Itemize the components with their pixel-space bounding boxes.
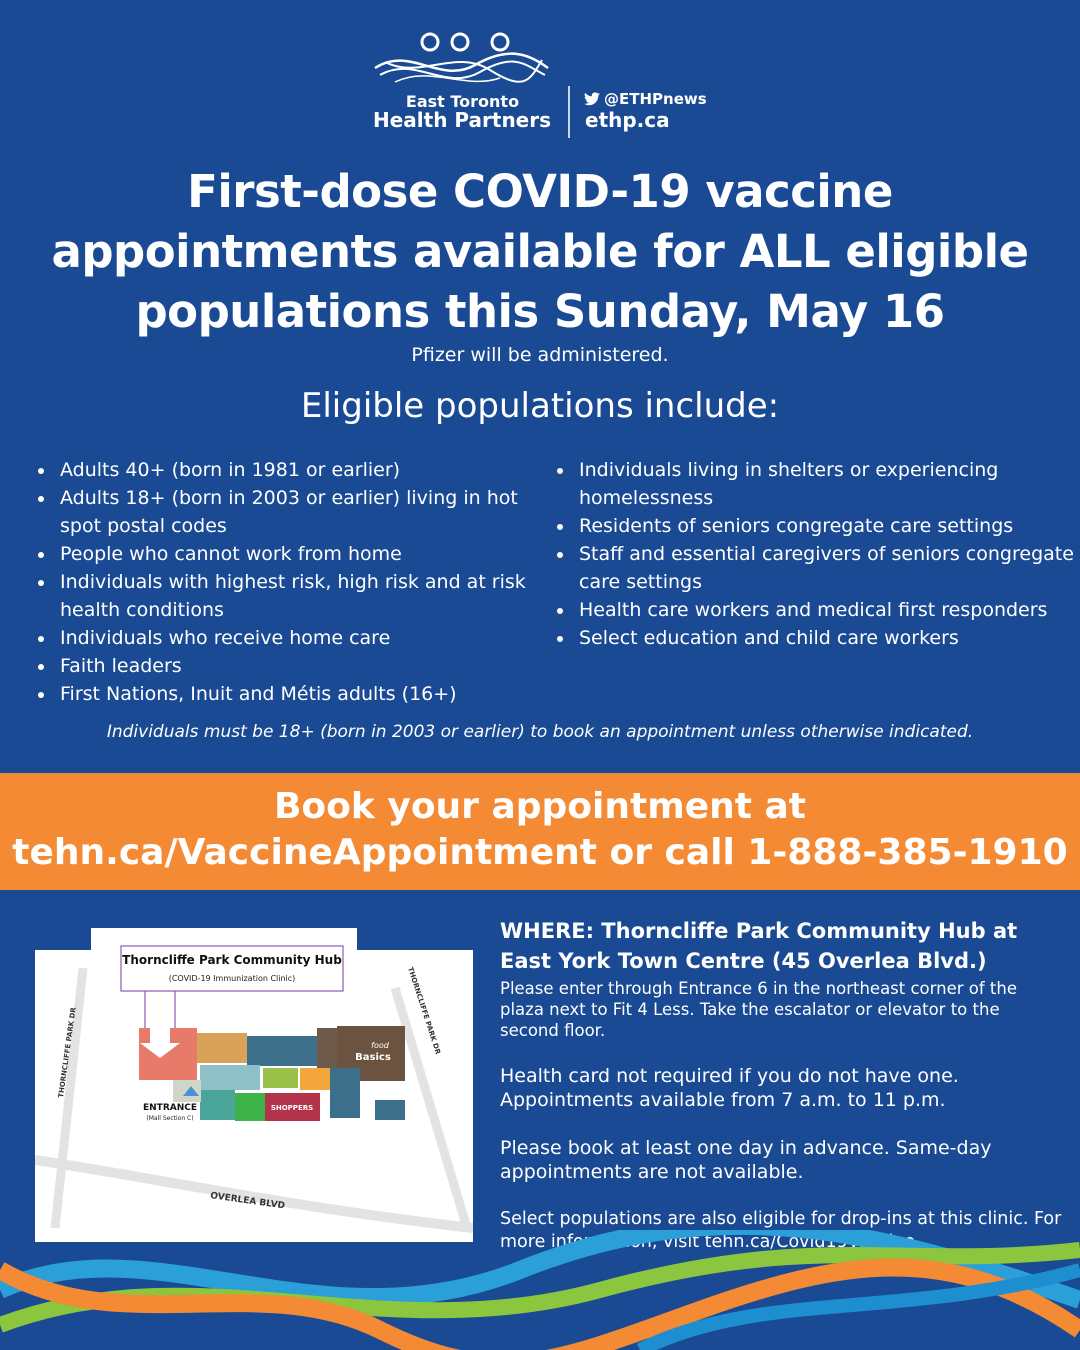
vaccine-type-note: Pfizer will be administered. [411, 344, 669, 366]
list-item: • Individuals with highest risk, high risk and at risk health conditions [56, 568, 526, 624]
list-item: • People who cannot work from home [56, 540, 526, 568]
headline [20, 162, 1060, 342]
shoppers-label: SHOPPERS [270, 1104, 314, 1112]
health-card-note: Health card not required if you do not have one. Appointments available from 7 a.m. to 11 p.m. [500, 1065, 959, 1111]
headline-line1: First-dose COVID-19 vaccine [187, 165, 893, 218]
list-item: • Individuals who receive home care [56, 624, 526, 652]
list-item: • Individuals living in shelters or experiencing homelessness [575, 456, 1075, 512]
list-item: • Select education and child care workers [575, 624, 1075, 652]
age-requirement-note: Individuals must be 18+ (born in 2003 or earlier) to book an appointment unless otherwise indicated. [106, 722, 974, 742]
list-item: • Residents of seniors congregate care settings [575, 512, 1075, 540]
list-item: • Faith leaders [56, 652, 526, 680]
food-basics-label1: food [371, 1041, 389, 1050]
street-label-right: THORNCLIFFE PARK DR [406, 966, 442, 1056]
list-item: • Adults 18+ (born in 2003 or earlier) living in hot spot postal codes [56, 484, 526, 540]
eligible-list-right [555, 456, 1075, 652]
location-map [35, 928, 473, 1242]
website-link[interactable]: ethp.ca [585, 108, 670, 132]
booking-cta-link[interactable]: tehn.ca/VaccineAppointment or call 1-888-385-1910 [12, 832, 1068, 873]
list-item: • First Nations, Inuit and Métis adults (16+) [56, 680, 526, 708]
org-name-line2: Health Partners [372, 108, 552, 132]
list-item: • Health care workers and medical first responders [575, 596, 1075, 624]
eligible-list-left [36, 456, 526, 708]
advance-booking-note: Please book at least one day in advance. Same-day appointments are not available. [500, 1137, 992, 1183]
headline-line2: appointments available for ALL eligible [51, 225, 1029, 278]
street-label-left: THORNCLIFFE PARK DR [57, 1006, 78, 1099]
entrance-label: ENTRANCE [143, 1103, 197, 1113]
twitter-handle-row[interactable] [584, 90, 707, 108]
hub-title: Thorncliffe Park Community Hub [122, 953, 342, 967]
location-title: WHERE: Thorncliffe Park Community Hub at East York Town Centre (45 Overlea Blvd.) [500, 919, 1018, 973]
twitter-bird-icon [584, 92, 600, 106]
food-basics-label2: Basics [355, 1052, 391, 1063]
list-item: • Adults 40+ (born in 1981 or earlier) [56, 456, 526, 484]
decorative-waves [0, 1230, 1080, 1350]
mall-map-image [35, 928, 473, 1242]
drop-in-info: Select populations are also eligible for drop-ins at this clinic. For more information, visit tehn.ca/Covid19Vaccine. [500, 1209, 1062, 1252]
eligible-heading: Eligible populations include: [300, 386, 780, 426]
logo-divider [568, 86, 570, 138]
headline-line3: populations this Sunday, May 16 [135, 285, 945, 338]
ethp-logo-icon [370, 30, 550, 100]
org-name-line1: East Toronto [405, 92, 520, 111]
street-label-bottom: OVERLEA BLVD [209, 1191, 286, 1212]
twitter-handle: @ETHPnews [604, 90, 707, 108]
entrance-directions: Please enter through Entrance 6 in the northeast corner of the plaza next to Fit 4 Less. Take the escalator or elevator to the second floor. [500, 979, 1018, 1040]
hub-subtitle: (COVID-19 Immunization Clinic) [168, 974, 296, 983]
list-item: • Staff and essential caregivers of seniors congregate care settings [575, 540, 1075, 596]
booking-cta-line1: Book your appointment at [273, 786, 807, 827]
entrance-sublabel: (Mall Section C) [146, 1115, 194, 1122]
